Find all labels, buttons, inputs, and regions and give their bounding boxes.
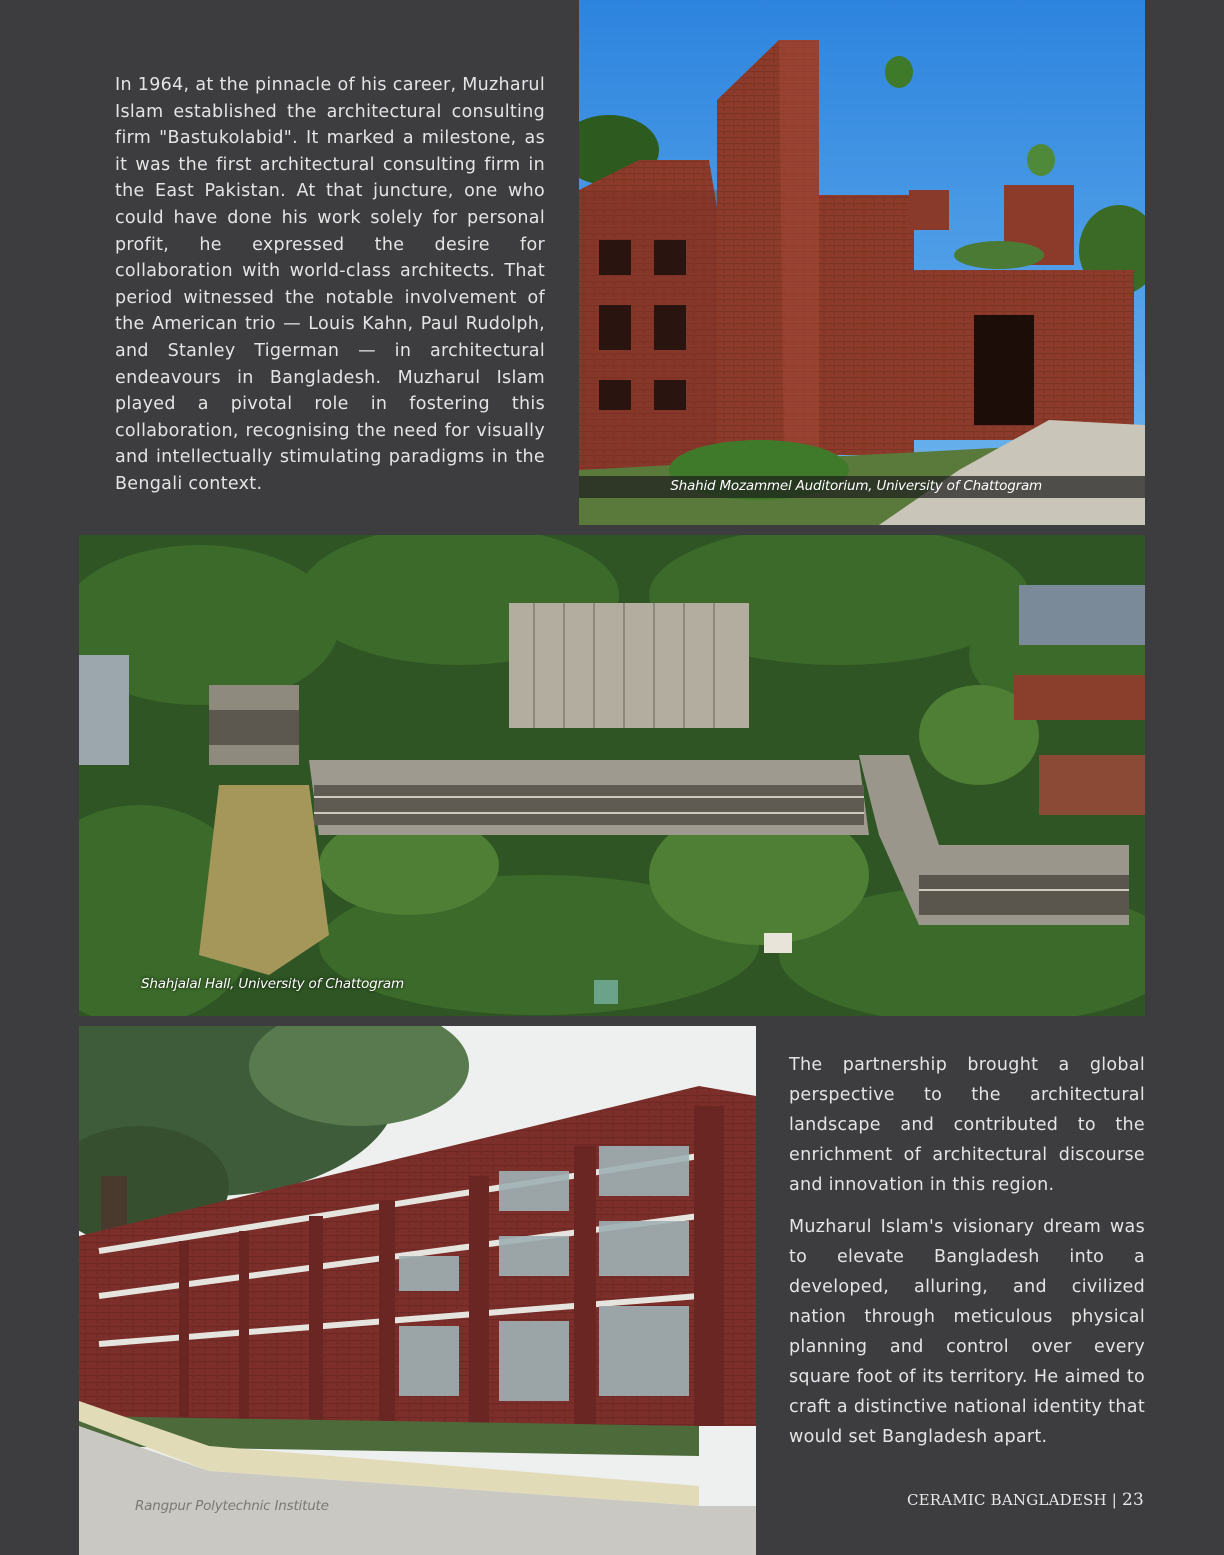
intro-paragraph: In 1964, at the pinnacle of his career, Muzharul Islam established the architectural consulting firm "Bastukolabid". It marked a milestone, as it was the first architectural consulting firm in the East Pakistan. At that juncture, one who could have done his work solely for personal profit, he expressed the desire for collaboration with world-class architects. That period witnessed the notable involvement of the American trio — Louis Kahn, Paul Rudolph, and Stanley Tigerman — in architectural endeavours in Bangladesh. Muzharul Islam played a pivotal role in fostering this collaboration, recognising the need for visually and intellectually stimulating paradigms in the Bengali context.	[115, 75, 545, 494]
partnership-paragraph: The partnership brought a global perspective to the architectural landscape and contributed to the enrichment of architectural discourse and innovation in this region.	[789, 1055, 1145, 1195]
right-text-block	[789, 1050, 1145, 1452]
auditorium-caption: Shahid Mozammel Auditorium, University of Chattogram	[670, 478, 1042, 494]
publication-name: CERAMIC BANGLADESH	[906, 1491, 1107, 1509]
page-footer	[907, 1490, 1144, 1510]
shahjalal-hall-photo	[79, 535, 1145, 1016]
rangpur-polytechnic-caption: Rangpur Polytechnic Institute	[135, 1498, 329, 1514]
footer-separator: |	[1106, 1491, 1122, 1509]
auditorium-photo	[579, 0, 1145, 525]
vision-paragraph: Muzharul Islam's visionary dream was to elevate Bangladesh into a developed, alluring, and civilized nation through meticulous physical planning and control over every square foot of its territory. He aimed to craft a distinctive national identity that would set Bangladesh apart.	[789, 1217, 1145, 1447]
rangpur-polytechnic-photo	[79, 1026, 756, 1555]
page-number: 23	[1121, 1490, 1144, 1510]
intro-text-block	[115, 72, 545, 498]
shahjalal-hall-caption: Shahjalal Hall, University of Chattogram	[141, 976, 404, 992]
